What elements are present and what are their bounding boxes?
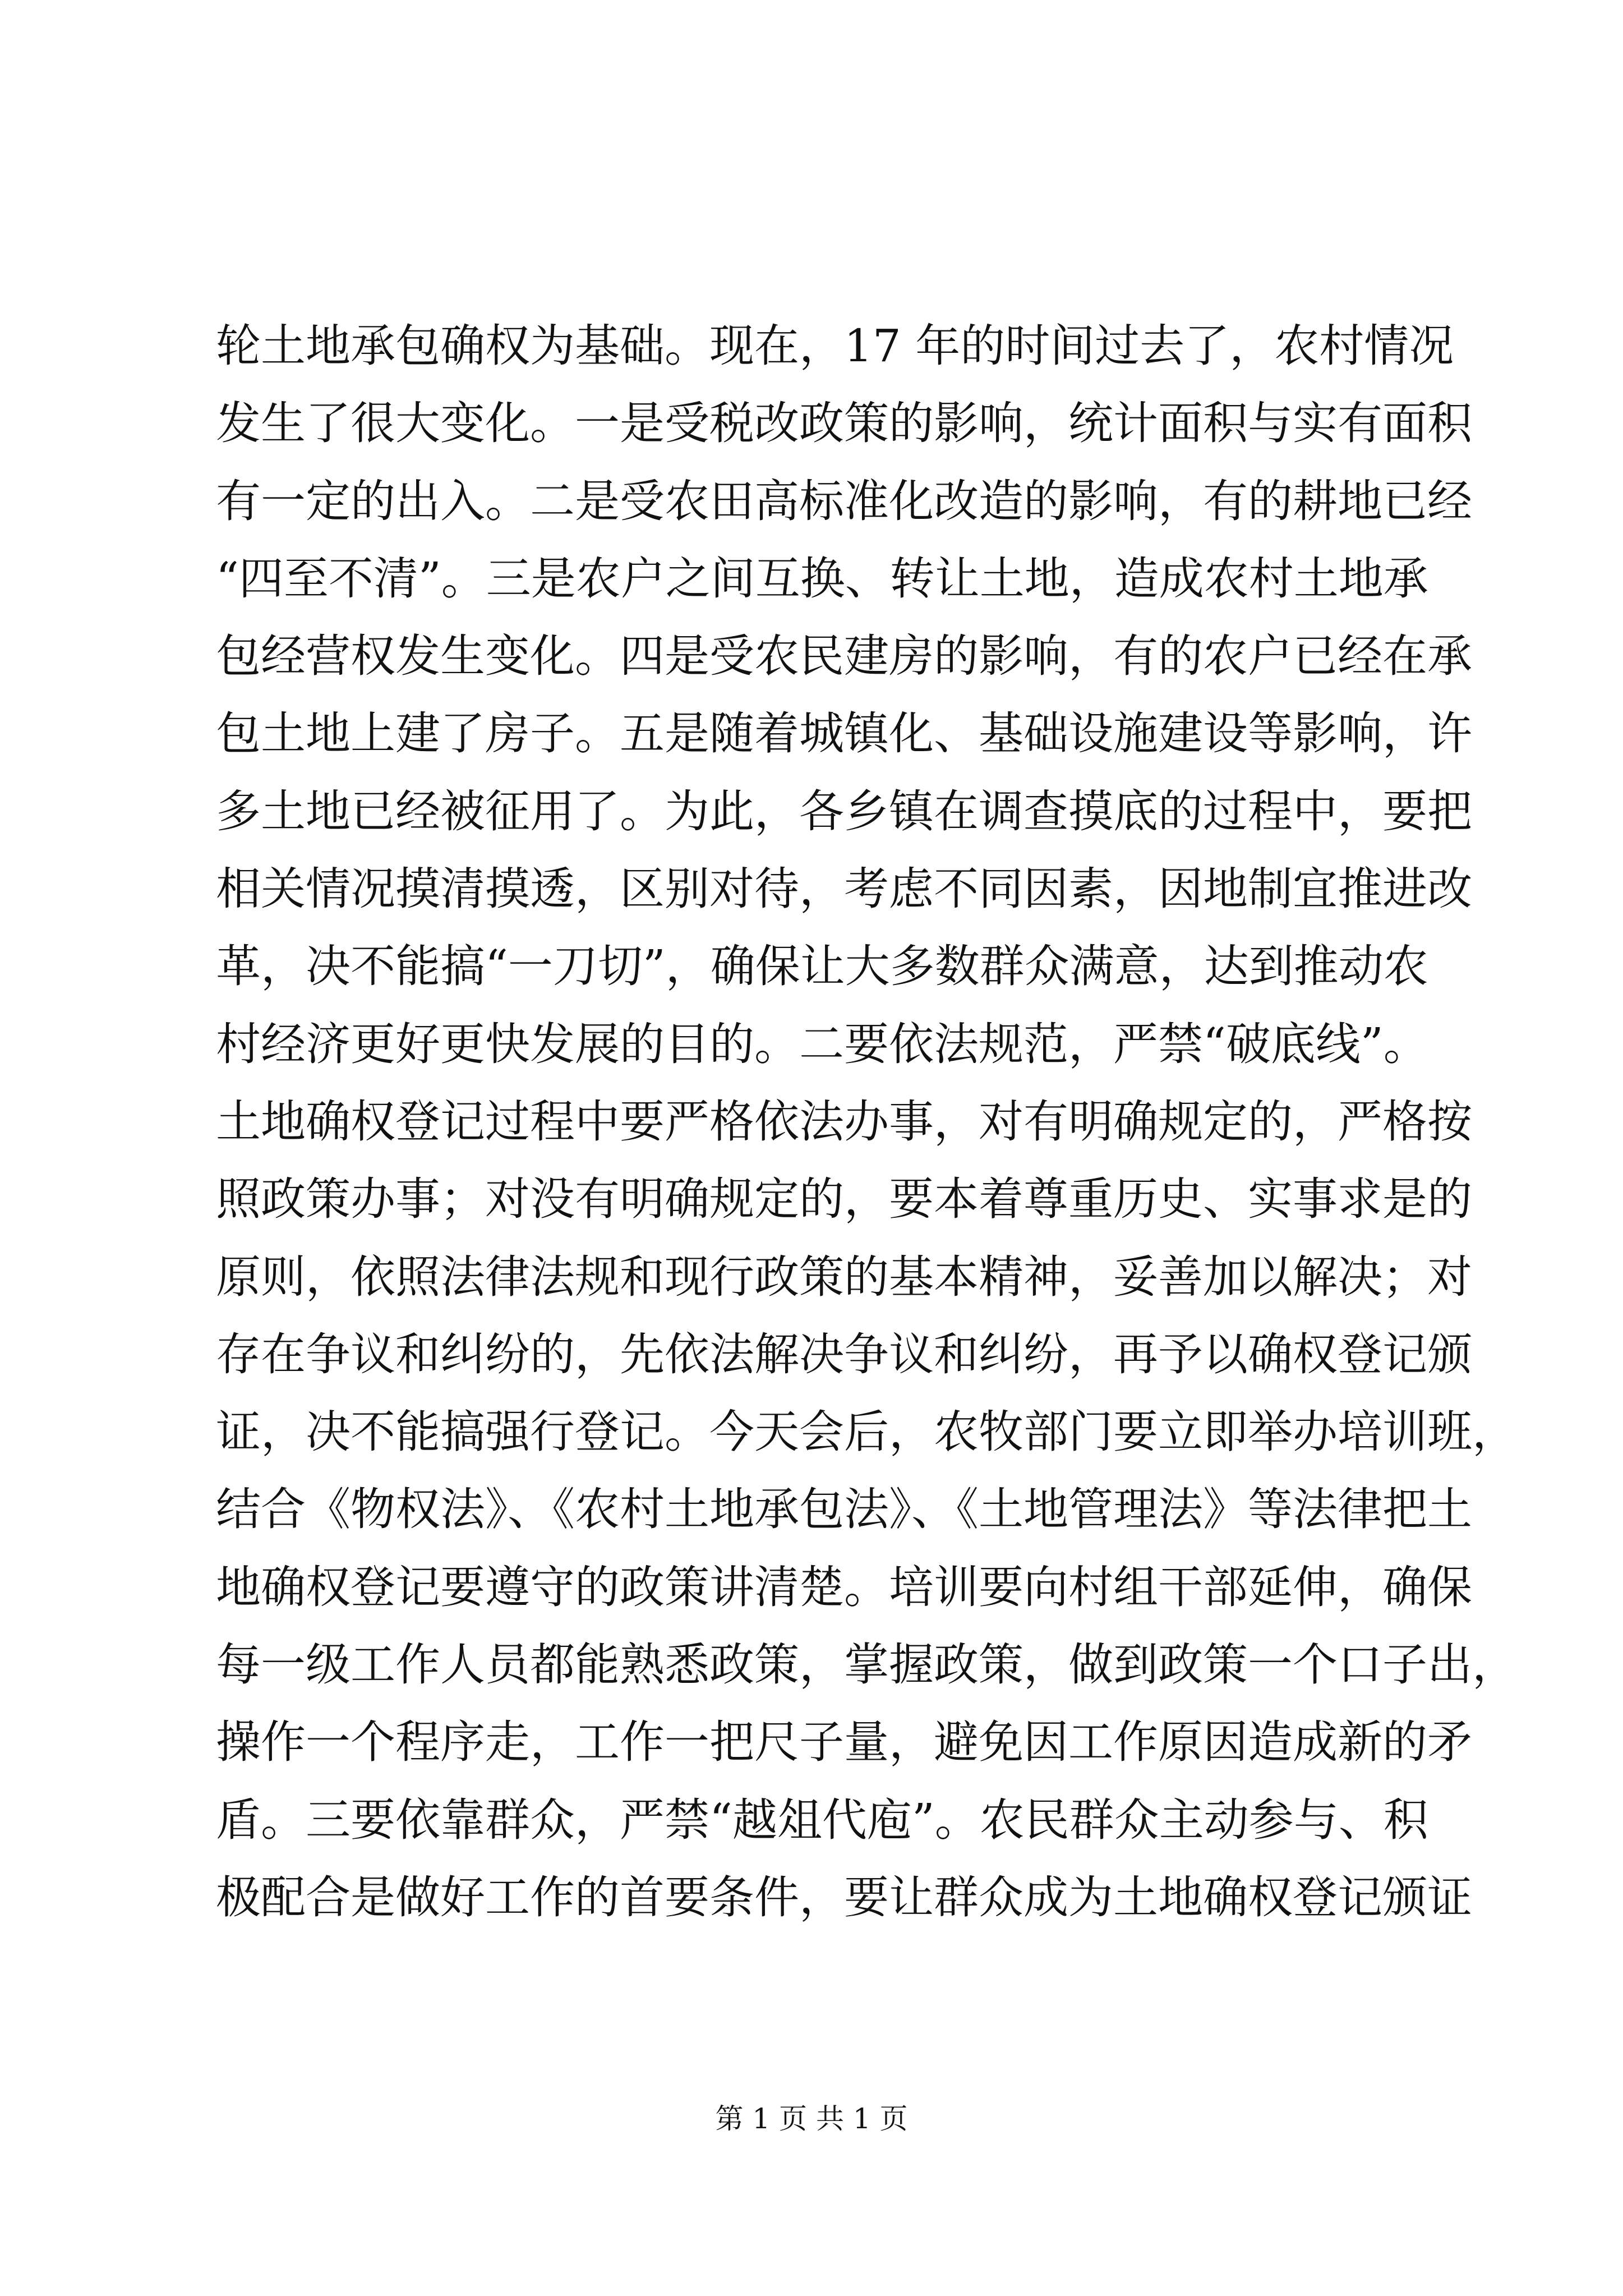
text-line: 多土地已经被征用了。为此，各乡镇在调查摸底的过程中，要把 xyxy=(216,785,1472,838)
text-line: 土地确权登记过程中要严格依法办事，对有明确规定的，严格按 xyxy=(216,1095,1472,1148)
text-line: 包经营权发生变化。四是受农民建房的影响，有的农户已经在承 xyxy=(216,630,1472,683)
body-text xyxy=(216,307,1517,1936)
text-line: “四至不清”。三是农户之间互换、转让土地，造成农村土地承 xyxy=(216,552,1428,605)
text-line: 地确权登记要遵守的政策讲清楚。培训要向村组干部延伸，确保 xyxy=(216,1561,1472,1613)
text-line: 原则，依照法律法规和现行政策的基本精神，妥善加以解决；对 xyxy=(216,1250,1472,1303)
text-line: 发生了很大变化。一是受税改政策的影响，统计面积与实有面积 xyxy=(216,397,1472,450)
text-line: 盾。三要依靠群众，严禁“越俎代庖”。农民群众主动参与、积 xyxy=(216,1793,1428,1846)
text-line: 包土地上建了房子。五是随着城镇化、基础设施建设等影响，许 xyxy=(216,707,1472,760)
text-line: 照政策办事；对没有明确规定的，要本着尊重历史、实事求是的 xyxy=(216,1173,1472,1226)
text-line: 结合《物权法》、《农村土地承包法》、《土地管理法》等法律把土 xyxy=(216,1483,1472,1536)
page-footer: 第 1 页 共 1 页 xyxy=(715,2102,908,2135)
text-line: 极配合是做好工作的首要条件，要让群众成为土地确权登记颁证 xyxy=(216,1871,1472,1924)
text-line: 相关情况摸清摸透，区别对待，考虑不同因素，因地制宜推进改 xyxy=(216,863,1472,915)
text-line: 村经济更好更快发展的目的。二要依法规范，严禁“破底线”。 xyxy=(216,1018,1428,1070)
text-line: 操作一个程序走，工作一把尺子量，避免因工作原因造成新的矛 xyxy=(216,1716,1472,1769)
text-line: 有一定的出入。二是受农田高标准化改造的影响，有的耕地已经 xyxy=(216,475,1472,527)
text-line: 革，决不能搞“一刀切”，确保让大多数群众满意，达到推动农 xyxy=(216,940,1428,993)
text-line: 存在争议和纠纷的，先依法解决争议和纠纷，再予以确权登记颁 xyxy=(216,1328,1472,1381)
text-line: 每一级工作人员都能熟悉政策，掌握政策，做到政策一个口子出， xyxy=(216,1639,1517,1691)
text-line: 证，决不能搞强行登记。今天会后，农牧部门要立即举办培训班， xyxy=(216,1406,1517,1458)
text-line: 轮土地承包确权为基础。现在，17 年的时间过去了，农村情况 xyxy=(216,320,1454,372)
